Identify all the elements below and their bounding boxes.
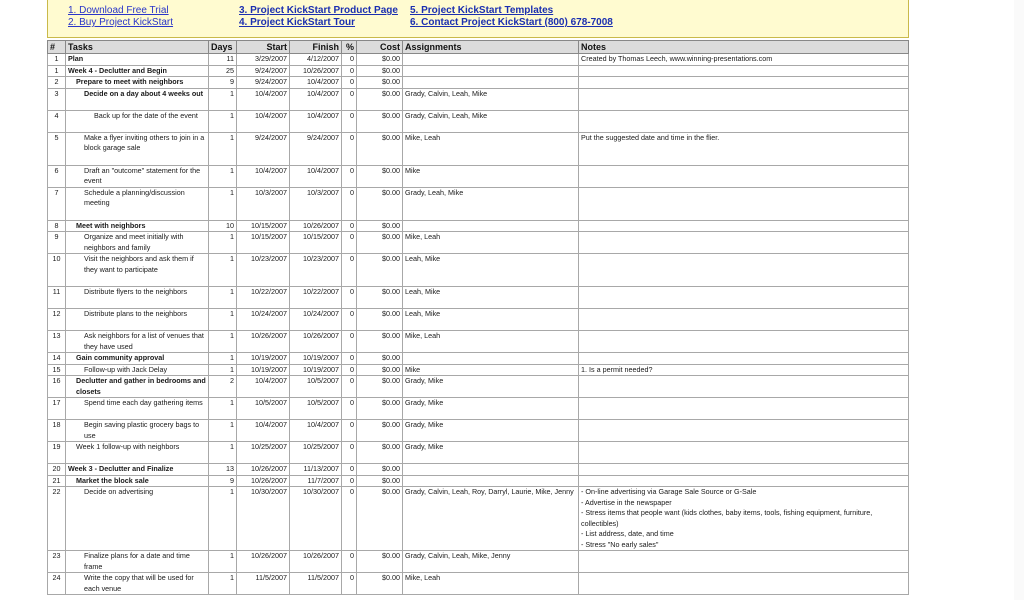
tour-link[interactable]: 4. Project KickStart Tour — [239, 17, 355, 28]
assignments-cell[interactable]: Grady, Mike — [403, 376, 579, 398]
days-cell[interactable]: 1 — [209, 254, 237, 287]
cost-cell[interactable]: $0.00 — [357, 364, 403, 376]
notes-cell[interactable] — [579, 420, 909, 442]
pct-cell[interactable]: 0 — [342, 77, 357, 89]
col-num-header[interactable]: # — [48, 41, 66, 54]
num-cell[interactable]: 4 — [48, 110, 66, 132]
notes-cell[interactable]: - On-line advertising via Garage Sale Source or G-Sale - Advertise in the newspaper - Stress items that people want (kids clothes, baby items, tools, fishing equipment, furniture, collectibles) - List address, date, and time - Stress "No early sales" — [579, 487, 909, 551]
notes-cell[interactable] — [579, 331, 909, 353]
assignments-cell[interactable] — [403, 65, 579, 77]
finish-cell[interactable]: 10/4/2007 — [290, 420, 342, 442]
assignments-cell[interactable]: Mike — [403, 165, 579, 187]
num-cell[interactable]: 16 — [48, 376, 66, 398]
notes-cell[interactable] — [579, 475, 909, 487]
assignments-cell[interactable]: Leah, Mike — [403, 309, 579, 331]
days-cell[interactable]: 1 — [209, 353, 237, 365]
num-cell[interactable]: 11 — [48, 287, 66, 309]
assignments-cell[interactable] — [403, 464, 579, 476]
task-cell[interactable]: Declutter and gather in bedrooms and closets — [66, 376, 209, 398]
task-cell[interactable]: Decide on advertising — [66, 487, 209, 551]
table-row[interactable] — [48, 132, 909, 165]
days-cell[interactable]: 1 — [209, 110, 237, 132]
cost-cell[interactable]: $0.00 — [357, 77, 403, 89]
start-cell[interactable]: 10/26/2007 — [237, 464, 290, 476]
finish-cell[interactable]: 10/24/2007 — [290, 309, 342, 331]
start-cell[interactable]: 10/22/2007 — [237, 287, 290, 309]
start-cell[interactable]: 10/5/2007 — [237, 398, 290, 420]
assignments-cell[interactable]: Grady, Mike — [403, 420, 579, 442]
finish-cell[interactable]: 10/4/2007 — [290, 88, 342, 110]
days-cell[interactable]: 1 — [209, 309, 237, 331]
days-cell[interactable]: 9 — [209, 475, 237, 487]
notes-cell[interactable] — [579, 376, 909, 398]
table-row[interactable] — [48, 573, 909, 595]
days-cell[interactable]: 1 — [209, 551, 237, 573]
assignments-cell[interactable] — [403, 54, 579, 66]
pct-cell[interactable]: 0 — [342, 376, 357, 398]
num-cell[interactable]: 24 — [48, 573, 66, 595]
assignments-cell[interactable]: Grady, Mike — [403, 442, 579, 464]
cost-cell[interactable]: $0.00 — [357, 398, 403, 420]
assignments-cell[interactable]: Grady, Calvin, Leah, Mike, Jenny — [403, 551, 579, 573]
days-cell[interactable]: 1 — [209, 487, 237, 551]
cost-cell[interactable]: $0.00 — [357, 487, 403, 551]
notes-cell[interactable] — [579, 287, 909, 309]
days-cell[interactable]: 1 — [209, 287, 237, 309]
table-row[interactable] — [48, 77, 909, 89]
days-cell[interactable]: 1 — [209, 573, 237, 595]
finish-cell[interactable]: 10/4/2007 — [290, 165, 342, 187]
cost-cell[interactable]: $0.00 — [357, 254, 403, 287]
num-cell[interactable]: 20 — [48, 464, 66, 476]
num-cell[interactable]: 5 — [48, 132, 66, 165]
notes-cell[interactable] — [579, 232, 909, 254]
start-cell[interactable]: 10/26/2007 — [237, 475, 290, 487]
assignments-cell[interactable]: Grady, Mike — [403, 398, 579, 420]
cost-cell[interactable]: $0.00 — [357, 331, 403, 353]
num-cell[interactable]: 1 — [48, 65, 66, 77]
cost-cell[interactable]: $0.00 — [357, 88, 403, 110]
task-cell[interactable]: Week 1 follow-up with neighbors — [66, 442, 209, 464]
notes-cell[interactable] — [579, 353, 909, 365]
notes-cell[interactable] — [579, 110, 909, 132]
finish-cell[interactable]: 10/5/2007 — [290, 398, 342, 420]
table-row[interactable] — [48, 287, 909, 309]
start-cell[interactable]: 10/26/2007 — [237, 331, 290, 353]
days-cell[interactable]: 1 — [209, 187, 237, 220]
start-cell[interactable]: 10/4/2007 — [237, 88, 290, 110]
table-row[interactable] — [48, 65, 909, 77]
assignments-cell[interactable]: Leah, Mike — [403, 287, 579, 309]
task-cell[interactable]: Schedule a planning/discussion meeting — [66, 187, 209, 220]
pct-cell[interactable]: 0 — [342, 475, 357, 487]
finish-cell[interactable]: 10/15/2007 — [290, 232, 342, 254]
assignments-cell[interactable] — [403, 353, 579, 365]
num-cell[interactable]: 22 — [48, 487, 66, 551]
finish-cell[interactable]: 10/30/2007 — [290, 487, 342, 551]
finish-cell[interactable]: 11/13/2007 — [290, 464, 342, 476]
num-cell[interactable]: 17 — [48, 398, 66, 420]
col-start-header[interactable]: Start — [237, 41, 290, 54]
finish-cell[interactable]: 10/5/2007 — [290, 376, 342, 398]
task-cell[interactable]: Distribute plans to the neighbors — [66, 309, 209, 331]
task-rows — [48, 54, 909, 595]
task-cell[interactable]: Make a flyer inviting others to join in a block garage sale — [66, 132, 209, 165]
cost-cell[interactable]: $0.00 — [357, 220, 403, 232]
buy-link[interactable]: 2. Buy Project KickStart — [68, 17, 174, 28]
days-cell[interactable]: 1 — [209, 165, 237, 187]
notes-cell[interactable] — [579, 220, 909, 232]
num-cell[interactable]: 23 — [48, 551, 66, 573]
table-row[interactable] — [48, 254, 909, 287]
assignments-cell[interactable]: Grady, Leah, Mike — [403, 187, 579, 220]
links-banner — [47, 0, 909, 38]
assignments-cell[interactable]: Mike — [403, 364, 579, 376]
task-cell[interactable]: Prepare to meet with neighbors — [66, 77, 209, 89]
assignments-cell[interactable] — [403, 475, 579, 487]
scroll-gutter — [1014, 0, 1024, 600]
pct-cell[interactable]: 0 — [342, 187, 357, 220]
start-cell[interactable]: 10/24/2007 — [237, 309, 290, 331]
col-notes-header[interactable]: Notes — [579, 41, 909, 54]
pct-cell[interactable]: 0 — [342, 309, 357, 331]
assignments-cell[interactable]: Mike, Leah — [403, 132, 579, 165]
table-row[interactable] — [48, 364, 909, 376]
start-cell[interactable]: 10/23/2007 — [237, 254, 290, 287]
days-cell[interactable]: 11 — [209, 54, 237, 66]
pct-cell[interactable]: 0 — [342, 573, 357, 595]
task-cell[interactable]: Week 4 - Declutter and Begin — [66, 65, 209, 77]
start-cell[interactable]: 10/19/2007 — [237, 353, 290, 365]
start-cell[interactable]: 10/30/2007 — [237, 487, 290, 551]
task-cell[interactable]: Finalize plans for a date and time frame — [66, 551, 209, 573]
task-cell[interactable]: Write the copy that will be used for each venue — [66, 573, 209, 595]
num-cell[interactable]: 14 — [48, 353, 66, 365]
assignments-cell[interactable] — [403, 220, 579, 232]
pct-cell[interactable]: 0 — [342, 551, 357, 573]
col-assignments-header[interactable]: Assignments — [403, 41, 579, 54]
assignments-cell[interactable]: Leah, Mike — [403, 254, 579, 287]
task-cell[interactable]: Visit the neighbors and ask them if they want to participate — [66, 254, 209, 287]
finish-cell[interactable]: 10/22/2007 — [290, 287, 342, 309]
pct-cell[interactable]: 0 — [342, 287, 357, 309]
cost-cell[interactable]: $0.00 — [357, 442, 403, 464]
notes-cell[interactable] — [579, 88, 909, 110]
notes-cell[interactable]: Created by Thomas Leech, www.winning-presentations.com — [579, 54, 909, 66]
num-cell[interactable]: 13 — [48, 331, 66, 353]
start-cell[interactable]: 10/4/2007 — [237, 165, 290, 187]
col-pct-header[interactable]: % — [342, 41, 357, 54]
pct-cell[interactable]: 0 — [342, 65, 357, 77]
cost-cell[interactable]: $0.00 — [357, 165, 403, 187]
finish-cell[interactable]: 10/4/2007 — [290, 110, 342, 132]
pct-cell[interactable]: 0 — [342, 88, 357, 110]
task-cell[interactable]: Spend time each day gathering items — [66, 398, 209, 420]
notes-cell[interactable] — [579, 442, 909, 464]
table-row[interactable] — [48, 54, 909, 66]
cost-cell[interactable]: $0.00 — [357, 232, 403, 254]
notes-cell[interactable] — [579, 77, 909, 89]
pct-cell[interactable]: 0 — [342, 254, 357, 287]
notes-cell[interactable]: 1. Is a permit needed? — [579, 364, 909, 376]
assignments-cell[interactable]: Mike, Leah — [403, 573, 579, 595]
contact-link[interactable]: 6. Contact Project KickStart (800) 678-7008 — [410, 17, 613, 28]
task-cell[interactable]: Organize and meet initially with neighbors and family — [66, 232, 209, 254]
task-cell[interactable]: Back up for the date of the event — [66, 110, 209, 132]
finish-cell[interactable]: 10/4/2007 — [290, 77, 342, 89]
num-cell[interactable]: 18 — [48, 420, 66, 442]
start-cell[interactable]: 10/3/2007 — [237, 187, 290, 220]
days-cell[interactable]: 1 — [209, 364, 237, 376]
finish-cell[interactable]: 10/19/2007 — [290, 364, 342, 376]
table-row[interactable] — [48, 309, 909, 331]
start-cell[interactable]: 10/19/2007 — [237, 364, 290, 376]
days-cell[interactable]: 1 — [209, 331, 237, 353]
cost-cell[interactable]: $0.00 — [357, 54, 403, 66]
task-cell[interactable]: Follow-up with Jack Delay — [66, 364, 209, 376]
assignments-cell[interactable]: Mike, Leah — [403, 331, 579, 353]
product-page-link[interactable]: 3. Project KickStart Product Page — [239, 5, 398, 16]
notes-cell[interactable] — [579, 398, 909, 420]
num-cell[interactable]: 12 — [48, 309, 66, 331]
num-cell[interactable]: 6 — [48, 165, 66, 187]
notes-cell[interactable] — [579, 187, 909, 220]
notes-cell[interactable] — [579, 551, 909, 573]
table-row[interactable] — [48, 220, 909, 232]
num-cell[interactable]: 1 — [48, 54, 66, 66]
days-cell[interactable]: 1 — [209, 420, 237, 442]
start-cell[interactable]: 9/24/2007 — [237, 65, 290, 77]
num-cell[interactable]: 7 — [48, 187, 66, 220]
cost-cell[interactable]: $0.00 — [357, 353, 403, 365]
num-cell[interactable]: 15 — [48, 364, 66, 376]
pct-cell[interactable]: 0 — [342, 398, 357, 420]
days-cell[interactable]: 9 — [209, 77, 237, 89]
cost-cell[interactable]: $0.00 — [357, 287, 403, 309]
pct-cell[interactable]: 0 — [342, 442, 357, 464]
start-cell[interactable]: 9/24/2007 — [237, 77, 290, 89]
cost-cell[interactable]: $0.00 — [357, 65, 403, 77]
days-cell[interactable]: 10 — [209, 220, 237, 232]
task-cell[interactable]: Meet with neighbors — [66, 220, 209, 232]
cost-cell[interactable]: $0.00 — [357, 187, 403, 220]
num-cell[interactable]: 3 — [48, 88, 66, 110]
notes-cell[interactable]: Put the suggested date and time in the flier. — [579, 132, 909, 165]
days-cell[interactable]: 1 — [209, 398, 237, 420]
table-row[interactable] — [48, 398, 909, 420]
task-cell[interactable]: Week 3 - Declutter and Finalize — [66, 464, 209, 476]
start-cell[interactable]: 11/5/2007 — [237, 573, 290, 595]
notes-cell[interactable] — [579, 254, 909, 287]
cost-cell[interactable]: $0.00 — [357, 551, 403, 573]
finish-cell[interactable]: 11/5/2007 — [290, 573, 342, 595]
pct-cell[interactable]: 0 — [342, 331, 357, 353]
col-finish-header[interactable]: Finish — [290, 41, 342, 54]
cost-cell[interactable]: $0.00 — [357, 132, 403, 165]
task-cell[interactable]: Ask neighbors for a list of venues that they have used — [66, 331, 209, 353]
task-cell[interactable]: Market the block sale — [66, 475, 209, 487]
days-cell[interactable]: 13 — [209, 464, 237, 476]
table-row[interactable] — [48, 331, 909, 353]
start-cell[interactable]: 3/29/2007 — [237, 54, 290, 66]
table-row[interactable] — [48, 165, 909, 187]
templates-link[interactable]: 5. Project KickStart Templates — [410, 5, 554, 16]
num-cell[interactable]: 9 — [48, 232, 66, 254]
notes-cell[interactable] — [579, 573, 909, 595]
pct-cell[interactable]: 0 — [342, 165, 357, 187]
num-cell[interactable]: 2 — [48, 77, 66, 89]
start-cell[interactable]: 10/26/2007 — [237, 551, 290, 573]
assignments-cell[interactable]: Grady, Calvin, Leah, Roy, Darryl, Laurie, Mike, Jenny — [403, 487, 579, 551]
start-cell[interactable]: 10/15/2007 — [237, 232, 290, 254]
task-cell[interactable]: Gain community approval — [66, 353, 209, 365]
pct-cell[interactable]: 0 — [342, 353, 357, 365]
days-cell[interactable]: 2 — [209, 376, 237, 398]
finish-cell[interactable]: 4/12/2007 — [290, 54, 342, 66]
cost-cell[interactable]: $0.00 — [357, 110, 403, 132]
pct-cell[interactable]: 0 — [342, 232, 357, 254]
pct-cell[interactable]: 0 — [342, 364, 357, 376]
days-cell[interactable]: 1 — [209, 88, 237, 110]
start-cell[interactable]: 9/24/2007 — [237, 132, 290, 165]
pct-cell[interactable]: 0 — [342, 132, 357, 165]
table-row[interactable] — [48, 187, 909, 220]
finish-cell[interactable]: 9/24/2007 — [290, 132, 342, 165]
num-cell[interactable]: 10 — [48, 254, 66, 287]
cost-cell[interactable]: $0.00 — [357, 475, 403, 487]
table-row[interactable] — [48, 88, 909, 110]
col-tasks-header[interactable]: Tasks — [66, 41, 209, 54]
finish-cell[interactable]: 10/26/2007 — [290, 220, 342, 232]
finish-cell[interactable]: 10/26/2007 — [290, 551, 342, 573]
notes-cell[interactable] — [579, 309, 909, 331]
task-cell[interactable]: Decide on a day about 4 weeks out — [66, 88, 209, 110]
finish-cell[interactable]: 10/25/2007 — [290, 442, 342, 464]
table-row[interactable] — [48, 420, 909, 442]
task-cell[interactable]: Begin saving plastic grocery bags to use — [66, 420, 209, 442]
table-row[interactable] — [48, 376, 909, 398]
notes-cell[interactable] — [579, 464, 909, 476]
table-row[interactable] — [48, 232, 909, 254]
days-cell[interactable]: 1 — [209, 232, 237, 254]
notes-cell[interactable] — [579, 165, 909, 187]
finish-cell[interactable]: 10/23/2007 — [290, 254, 342, 287]
notes-cell[interactable] — [579, 65, 909, 77]
num-cell[interactable]: 19 — [48, 442, 66, 464]
finish-cell[interactable]: 10/19/2007 — [290, 353, 342, 365]
assignments-cell[interactable]: Mike, Leah — [403, 232, 579, 254]
table-row[interactable] — [48, 110, 909, 132]
table-row[interactable] — [48, 551, 909, 573]
start-cell[interactable]: 10/4/2007 — [237, 420, 290, 442]
start-cell[interactable]: 10/4/2007 — [237, 376, 290, 398]
pct-cell[interactable]: 0 — [342, 54, 357, 66]
cost-cell[interactable]: $0.00 — [357, 376, 403, 398]
assignments-cell[interactable]: Grady, Calvin, Leah, Mike — [403, 110, 579, 132]
days-cell[interactable]: 25 — [209, 65, 237, 77]
table-row[interactable] — [48, 487, 909, 551]
pct-cell[interactable]: 0 — [342, 464, 357, 476]
pct-cell[interactable]: 0 — [342, 487, 357, 551]
col-cost-header[interactable]: Cost — [357, 41, 403, 54]
num-cell[interactable]: 21 — [48, 475, 66, 487]
days-cell[interactable]: 1 — [209, 442, 237, 464]
assignments-cell[interactable] — [403, 77, 579, 89]
pct-cell[interactable]: 0 — [342, 420, 357, 442]
finish-cell[interactable]: 10/26/2007 — [290, 331, 342, 353]
pct-cell[interactable]: 0 — [342, 220, 357, 232]
table-row[interactable] — [48, 442, 909, 464]
start-cell[interactable]: 10/4/2007 — [237, 110, 290, 132]
task-table — [47, 40, 909, 595]
start-cell[interactable]: 10/25/2007 — [237, 442, 290, 464]
finish-cell[interactable]: 10/3/2007 — [290, 187, 342, 220]
finish-cell[interactable]: 11/7/2007 — [290, 475, 342, 487]
task-cell[interactable]: Distribute flyers to the neighbors — [66, 287, 209, 309]
cost-cell[interactable]: $0.00 — [357, 573, 403, 595]
download-trial-link[interactable]: 1. Download Free Trial — [68, 5, 169, 16]
header-row — [48, 41, 909, 54]
col-days-header[interactable]: Days — [209, 41, 237, 54]
start-cell[interactable]: 10/15/2007 — [237, 220, 290, 232]
days-cell[interactable]: 1 — [209, 132, 237, 165]
pct-cell[interactable]: 0 — [342, 110, 357, 132]
cost-cell[interactable]: $0.00 — [357, 464, 403, 476]
task-cell[interactable]: Draft an "outcome" statement for the event — [66, 165, 209, 187]
task-cell[interactable]: Plan — [66, 54, 209, 66]
table-row[interactable] — [48, 475, 909, 487]
table-row[interactable] — [48, 464, 909, 476]
num-cell[interactable]: 8 — [48, 220, 66, 232]
finish-cell[interactable]: 10/26/2007 — [290, 65, 342, 77]
table-row[interactable] — [48, 353, 909, 365]
assignments-cell[interactable]: Grady, Calvin, Leah, Mike — [403, 88, 579, 110]
cost-cell[interactable]: $0.00 — [357, 420, 403, 442]
cost-cell[interactable]: $0.00 — [357, 309, 403, 331]
